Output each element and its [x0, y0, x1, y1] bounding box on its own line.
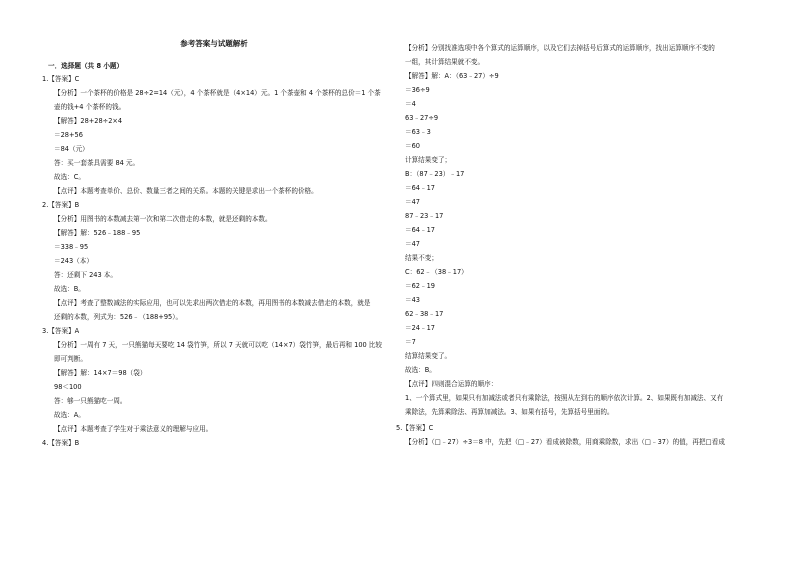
text-line: 故选：B。	[54, 285, 85, 293]
text-line: 87﹣23﹣17	[405, 212, 444, 220]
text-line: ＝338﹣95	[54, 243, 89, 251]
text-line: 【点评】本题考查单价、总价、数量三者之间的关系。本题的关键是求出一个茶杯的价格。	[54, 187, 318, 195]
text-line: 4.【答案】B	[42, 439, 80, 447]
text-line: 【解答】解：526﹣188﹣95	[54, 229, 141, 237]
text-line: ＝43	[405, 296, 420, 304]
text-line: 【分析】（□﹣27）÷3＝8 中，先把（□﹣27）看成被除数，用商乘除数，求出（□﹣37）的值，再把□看成	[405, 438, 725, 446]
text-line: 结算结果变了。	[405, 352, 452, 360]
text-line: 【解答】解：14×7＝98（袋）	[54, 369, 147, 377]
text-line: ＝28+56	[54, 131, 83, 139]
text-line: ＝243（本）	[54, 257, 93, 265]
page-title: 参考答案与试题解析	[180, 39, 248, 48]
text-line: ＝64﹣17	[405, 184, 435, 192]
text-line: ＝60	[405, 142, 420, 150]
text-line: 2.【答案】B	[42, 201, 80, 209]
text-line: 【点评】四则混合运算的顺序：	[405, 380, 498, 388]
text-line: 【分析】一周有 7 天，一只熊猫每天要吃 14 袋竹笋，所以 7 天就可以吃（14×7）袋竹笋，最后再和 100 比较	[54, 341, 382, 349]
text-line: 1.【答案】C	[42, 75, 80, 83]
text-line: ＝7	[405, 338, 416, 346]
text-line: B：（87﹣23）﹣17	[405, 170, 465, 178]
text-line: 结果不变；	[405, 254, 438, 262]
text-line: 【点评】考查了整数减法的实际应用，也可以先求出两次借走的本数，再用图书的本数减去借走的本数，就是	[54, 299, 371, 307]
text-line: 乘除法，先算乘除法、再算加减法。3、如果有括号，先算括号里面的。	[405, 408, 614, 416]
text-line: 98＜100	[54, 383, 82, 391]
text-line: 计算结果变了；	[405, 156, 452, 164]
text-line: 63﹣27÷9	[405, 114, 439, 122]
text-line: ＝4	[405, 100, 416, 108]
text-line: 故选：B。	[405, 366, 436, 374]
text-line: 62﹣38﹣17	[405, 310, 444, 318]
text-line: 【分析】用图书的本数减去第一次和第二次借走的本数，就是还剩的本数。	[54, 215, 272, 223]
text-line: 1、一个算式里，如果只有加减法或者只有乘除法，按照从左到右的顺序依次计算。2、如果既有加减法、又有	[405, 394, 724, 402]
text-line: 【解答】28+28÷2×4	[54, 117, 123, 125]
text-line: C：62﹣（38﹣17）	[405, 268, 468, 276]
text-line: ＝36÷9	[405, 86, 430, 94]
text-line: 答：够一只熊猫吃一周。	[54, 397, 127, 405]
text-line: 故选：A。	[54, 411, 85, 419]
text-line: 故选：C。	[54, 173, 85, 181]
text-line: 答：买一套茶具需要 84 元。	[54, 159, 140, 167]
text-line: 3.【答案】A	[42, 327, 80, 335]
text-line: ＝64﹣17	[405, 226, 435, 234]
text-line: 一组，其计算结果就不变。	[405, 58, 485, 66]
text-line: ＝24﹣17	[405, 324, 435, 332]
text-line: ＝47	[405, 198, 420, 206]
text-line: 还剩的本数，列式为：526﹣（188+95）。	[54, 313, 183, 321]
text-line: 【解答】解：A：（63﹣27）÷9	[405, 72, 499, 80]
text-line: 【分析】分别找准选项中各个算式的运算顺序，以及它们去掉括号后算式的运算顺序，找出运算顺序不变的	[405, 44, 715, 52]
text-line: 即可判断。	[54, 355, 87, 363]
text-line: ＝47	[405, 240, 420, 248]
text-line: 壶的钱+4 个茶杯的钱。	[54, 103, 126, 111]
text-line: ＝84（元）	[54, 145, 89, 153]
text-line: ＝62﹣19	[405, 282, 435, 290]
text-line: 【点评】本题考查了学生对于乘法意义的理解与应用。	[54, 425, 213, 433]
text-line: 【分析】一个茶杯的价格是 28÷2=14（元），4 个茶杯就是（4×14）元。1 个茶壶和 4 个茶杯的总价＝1 个茶	[54, 89, 381, 97]
text-line: 5.【答案】C	[396, 424, 434, 432]
text-line: 一．选择题（共 8 小题）	[48, 62, 124, 70]
text-line: 答：还剩下 243 本。	[54, 271, 117, 279]
text-line: ＝63﹣3	[405, 128, 431, 136]
